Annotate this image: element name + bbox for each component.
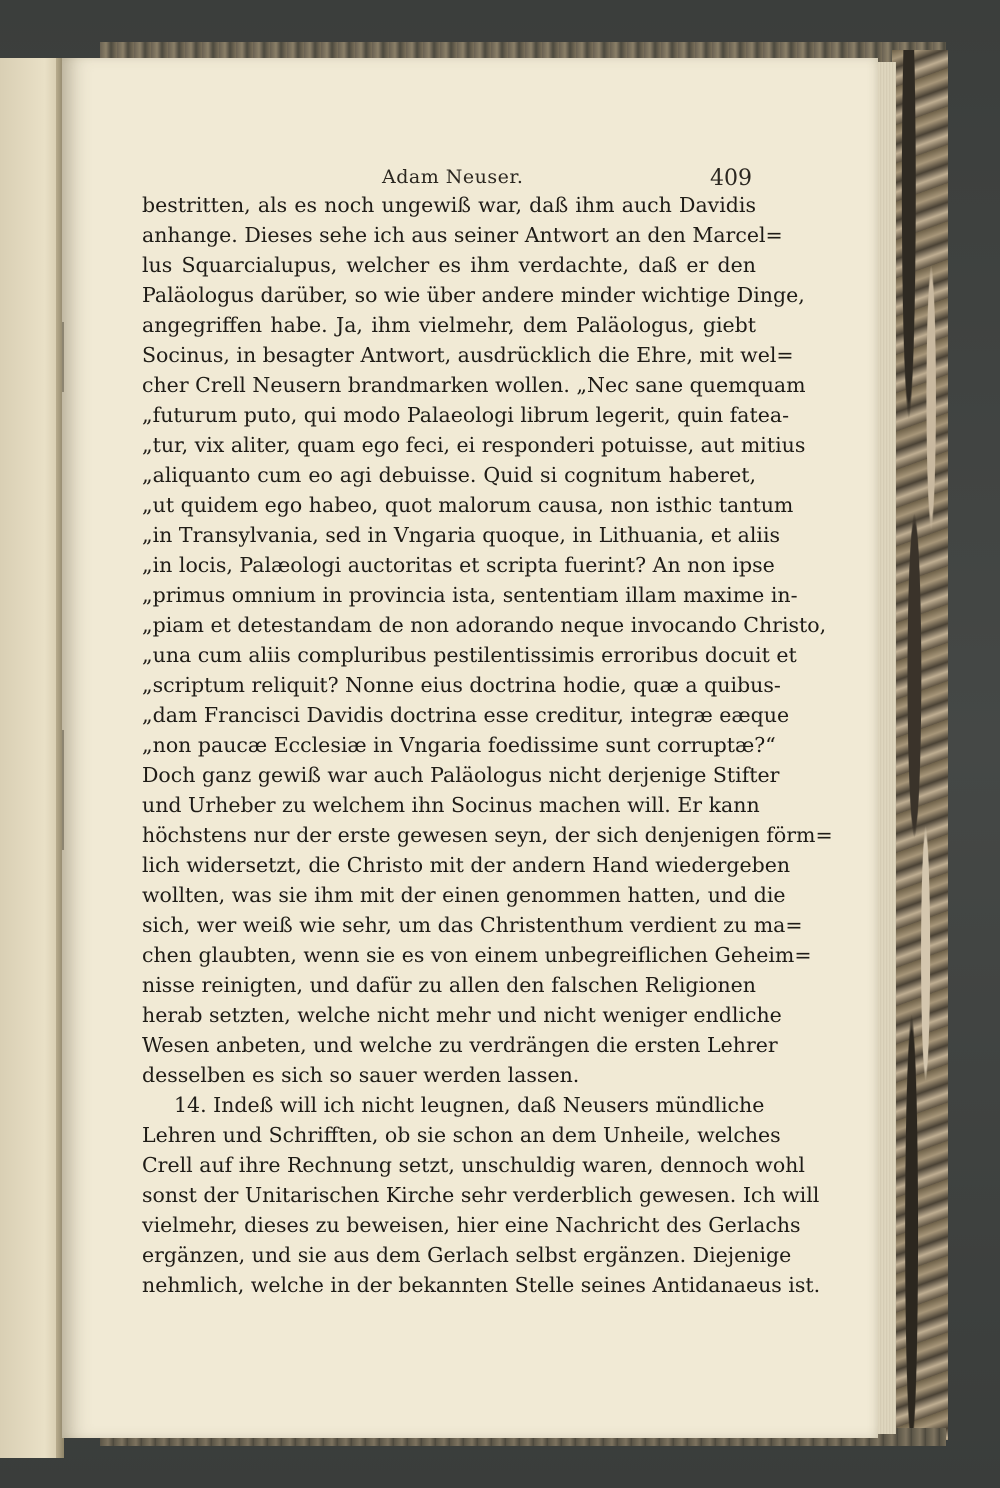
text-line: „in locis, Palæologi auctoritas et scripta fuerint? An non ipse xyxy=(142,553,775,577)
text-line: „una cum aliis compluribus pestilentissimis erroribus docuit et xyxy=(142,643,797,667)
text-line: wollten, was sie ihm mit der einen genommen hatten, und die xyxy=(142,883,786,907)
text-line: cher Crell Neusern brandmarken wollen. „Nec sane quemquam xyxy=(142,373,806,397)
text-line: vielmehr, dieses zu beweisen, hier eine Nachricht des Gerlachs xyxy=(142,1213,801,1237)
text-line: nisse reinigten, und dafür zu allen den falschen Religionen xyxy=(142,973,756,997)
page-content xyxy=(62,58,878,1438)
text-line: bestritten, als es noch ungewiß war, daß ihm auch Davidis xyxy=(142,193,756,217)
marbled-cover-edge xyxy=(892,50,948,1440)
text-line: Paläologus darüber, so wie über andere minder wichtige Dinge, xyxy=(142,283,805,307)
text-line: chen glaubten, wenn sie es von einem unbegreiflichen Geheim= xyxy=(142,943,812,967)
text-line: Doch ganz gewiß war auch Paläologus nicht derjenige Stifter xyxy=(142,763,780,787)
book-page xyxy=(62,58,878,1438)
text-line: lus Squarcialupus, welcher es ihm verdachte, daß er den xyxy=(142,253,756,277)
text-line: lich widersetzt, die Christo mit der andern Hand wiedergeben xyxy=(142,853,791,877)
text-line: „futurum puto, qui modo Palaeologi librum legerit, quin fatea- xyxy=(142,403,790,427)
text-line: „aliquanto cum eo agi debuisse. Quid si cognitum haberet, xyxy=(142,463,756,487)
text-line: sich, wer weiß wie sehr, um das Christenthum verdient zu ma= xyxy=(142,913,803,937)
text-line: „scriptum reliquit? Nonne eius doctrina hodie, quæ a quibus- xyxy=(142,673,781,697)
paragraph-start-line: 14. Indeß will ich nicht leugnen, daß Neusers mündliche xyxy=(174,1093,765,1117)
text-line: höchstens nur der erste gewesen seyn, der sich denjenigen förm= xyxy=(142,823,833,847)
text-line: „in Transylvania, sed in Vngaria quoque, in Lithuania, et aliis xyxy=(142,523,781,547)
text-line: anhange. Dieses sehe ich aus seiner Antwort an den Marcel= xyxy=(142,223,783,247)
margin-pencil-mark xyxy=(62,322,64,392)
text-line: „piam et detestandam de non adorando neque invocando Christo, xyxy=(142,613,827,637)
text-line: „ut quidem ego habeo, quot malorum causa, non isthic tantum xyxy=(142,493,794,517)
text-line: „tur, vix aliter, quam ego feci, ei responderi potuisse, aut mitius xyxy=(142,433,806,457)
text-line: Lehren und Schrifften, ob sie schon an dem Unheile, welches xyxy=(142,1123,781,1147)
text-line: Crell auf ihre Rechnung setzt, unschuldig waren, dennoch wohl xyxy=(142,1153,805,1177)
text-line: desselben es sich so sauer werden lassen. xyxy=(142,1063,580,1087)
text-line: angegriffen habe. Ja, ihm vielmehr, dem Paläologus, giebt xyxy=(142,313,756,337)
text-line: „primus omnium in provincia ista, sententiam illam maxime in- xyxy=(142,583,798,607)
page-number: 409 xyxy=(710,166,752,191)
body-text xyxy=(142,190,833,1300)
margin-pencil-mark xyxy=(62,730,64,850)
text-line: Wesen anbeten, und welche zu verdrängen die ersten Lehrer xyxy=(142,1033,778,1057)
text-line: und Urheber zu welchem ihn Socinus machen will. Er kann xyxy=(142,793,760,817)
text-line: nehmlich, welche in der bekannten Stelle seines Antidanaeus ist. xyxy=(142,1273,821,1297)
running-title: Adam Neuser. xyxy=(382,166,524,188)
text-line: „dam Francisci Davidis doctrina esse creditur, integræ eæque xyxy=(142,703,790,727)
facing-left-page xyxy=(0,58,64,1458)
text-line: ergänzen, und sie aus dem Gerlach selbst ergänzen. Diejenige xyxy=(142,1243,792,1267)
text-line: „non paucæ Ecclesiæ in Vngaria foedissime sunt corruptæ?“ xyxy=(142,733,776,757)
text-line: sonst der Unitarischen Kirche sehr verderblich gewesen. Ich will xyxy=(142,1183,820,1207)
text-line: herab setzten, welche nicht mehr und nicht weniger endliche xyxy=(142,1003,782,1027)
text-line: Socinus, in besagter Antwort, ausdrücklich die Ehre, mit wel= xyxy=(142,343,794,367)
